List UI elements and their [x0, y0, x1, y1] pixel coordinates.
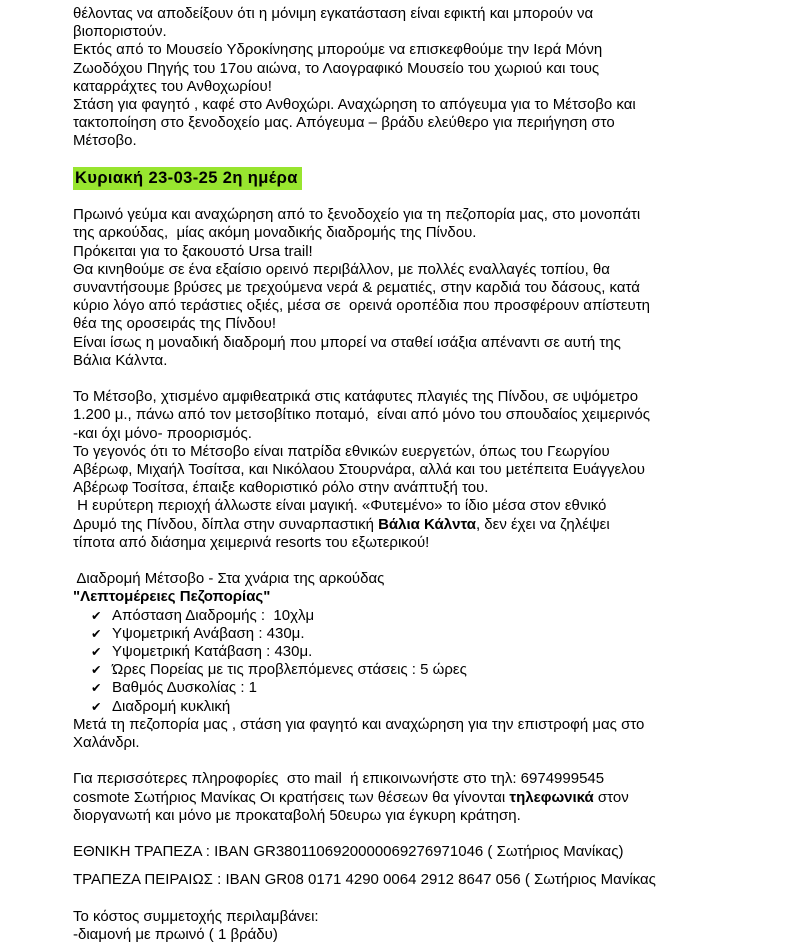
blank-line — [73, 370, 740, 388]
text-line: Υψομετρική Ανάβαση : 430μ. — [112, 624, 305, 642]
checklist-item — [73, 643, 740, 661]
paragraph — [73, 5, 740, 41]
text-line: Αβέρωφ Τοσίτσα, έπαιξε καθοριστικό ρόλο στην ανάπτυξή του. — [73, 479, 489, 497]
blank-line — [73, 752, 740, 770]
checkmark-icon: ✔ — [91, 681, 102, 696]
blank-line — [73, 552, 740, 570]
paragraph — [73, 871, 740, 889]
text-line: Χαλάνδρι. — [73, 734, 140, 752]
text-line: καταρράχτες του Ανθοχωρίου! — [73, 77, 272, 95]
paragraph — [73, 443, 740, 498]
text-line: κύριο λόγο από τεράστιες οξιές, μέσα σε ορεινά οροπέδια που προσφέρουν απίστευτη — [73, 297, 650, 315]
paragraph — [73, 334, 740, 370]
text-line: τίποτα από διάσημα χειμερινά resorts του εξωτερικού! — [73, 533, 430, 551]
paragraph — [73, 843, 740, 861]
paragraph — [73, 96, 740, 151]
checkmark-icon: ✔ — [91, 663, 102, 678]
document-body — [73, 5, 740, 943]
checkmark-icon: ✔ — [91, 626, 102, 641]
day-heading — [73, 169, 740, 188]
paragraph — [73, 588, 740, 606]
blank-line — [73, 825, 740, 843]
paragraph — [73, 926, 740, 943]
text-line: "Λεπτομέρειες Πεζοπορίας" — [73, 588, 271, 606]
blank-line — [73, 890, 740, 908]
text-line: Θα κινηθούμε σε ένα εξαίσιο ορεινό περιβάλλον, με πολλές εναλλαγές τοπίου, θα — [73, 260, 610, 278]
text-line: ΕΘΝΙΚΗ ΤΡΑΠΕΖΑ : IBAN GR3801106920000069276971046 ( Σωτήριος Μανίκας) — [73, 843, 624, 861]
checkmark-icon: ✔ — [91, 645, 102, 660]
text-line: 1.200 μ., πάνω από τον μετσοβίτικο ποταμό, είναι από μόνο του σπουδαίος χειμερινός — [73, 406, 650, 424]
text-line: Βάλια Κάλντα. — [73, 351, 168, 369]
checklist-item — [73, 607, 740, 625]
paragraph — [73, 497, 740, 552]
text-line: διοργανωτή και μόνο με προκαταβολή 50ευρω για έγκυρη κράτηση. — [73, 806, 521, 824]
text-line: Αβέρωφ, Μιχαήλ Τοσίτσα, και Νικόλαου Στουρνάρα, αλλά και του μετέπειτα Ευάγγελου — [73, 461, 645, 479]
paragraph — [73, 388, 740, 443]
paragraph — [73, 716, 740, 752]
paragraph — [73, 261, 740, 334]
text-line: cosmote Σωτήριος Μανίκας Οι κρατήσεις των θέσεων θα γίνονται τηλεφωνικά στον — [73, 788, 629, 806]
text-line: Μετά τη πεζοπορία μας , στάση για φαγητό και αναχώρηση για την επιστροφή μας στο — [73, 715, 645, 733]
text-line: τακτοποίηση στο ξενοδοχείο μας. Απόγευμα – βράδυ ελεύθερο για περιήγηση στο — [73, 114, 615, 132]
blank-line — [73, 188, 740, 206]
text-line: συναντήσουμε βρύσες με τρεχούμενα νερά & ρεματιές, στην καρδιά του δάσους, κατά — [73, 279, 640, 297]
checklist-item — [73, 679, 740, 697]
checkmark-icon: ✔ — [91, 608, 102, 623]
text-line: -και όχι μόνο- προορισμός. — [73, 424, 252, 442]
text-line: βιοποριστούν. — [73, 23, 167, 41]
text-line: θέα της οροσειράς της Πίνδου! — [73, 315, 277, 333]
text-line: -διαμονή με πρωινό ( 1 βράδυ) — [73, 926, 278, 943]
paragraph — [73, 243, 740, 261]
text-line: Το κόστος συμμετοχής περιλαμβάνει: — [73, 907, 319, 925]
text-line: Ώρες Πορείας με τις προβλεπόμενες στάσεις : 5 ώρες — [112, 661, 467, 679]
paragraph — [73, 570, 740, 588]
text-line: Πρόκειται για το ξακουστό Ursa trail! — [73, 242, 313, 260]
text-line: ΤΡΑΠΕΖΑ ΠΕΙΡΑΙΩΣ : IBAN GR08 0171 4290 0064 2912 8647 056 ( Σωτήριος Μανίκας — [73, 871, 656, 889]
text-line: Το Μέτσοβο, χτισμένο αμφιθεατρικά στις κατάφυτες πλαγιές της Πίνδου, σε υψόμετρο — [73, 388, 639, 406]
paragraph — [73, 770, 740, 825]
text-line: Πρωινό γεύμα και αναχώρηση από το ξενοδοχείο για τη πεζοπορία μας, στο μονοπάτι — [73, 206, 641, 224]
checklist-item — [73, 661, 740, 679]
text-line: Βαθμός Δυσκολίας : 1 — [112, 679, 258, 697]
paragraph — [73, 41, 740, 96]
highlighted-heading-text: Κυριακή 23-03-25 2η ημέρα — [73, 167, 302, 190]
checklist-item — [73, 698, 740, 716]
text-line: Το γεγονός ότι το Μέτσοβο είναι πατρίδα εθνικών ευεργετών, όπως του Γεωργίου — [73, 442, 610, 460]
checklist-item — [73, 625, 740, 643]
text-line: Ζωοδόχου Πηγής του 17ου αιώνα, το Λαογραφικό Μουσείο του χωριού και τους — [73, 59, 600, 77]
paragraph — [73, 206, 740, 242]
text-line: Υψομετρική Κατάβαση : 430μ. — [112, 643, 313, 661]
text-line: της αρκούδας, μίας ακόμη μοναδικής διαδρομής της Πίνδου. — [73, 224, 477, 242]
text-line: θέλοντας να αποδείξουν ότι η μόνιμη εγκατάσταση είναι εφικτή και μπορούν να — [73, 5, 594, 22]
text-line: Μέτσοβο. — [73, 132, 137, 150]
text-line: Εκτός από το Μουσείο Υδροκίνησης μπορούμε να επισκεφθούμε την Ιερά Μόνη — [73, 41, 603, 59]
text-line: Είναι ίσως η μοναδική διαδρομή που μπορεί να σταθεί ισάξια απέναντι σε αυτή της — [73, 333, 621, 351]
text-line: Δρυμό της Πίνδου, δίπλα στην συναρπαστική Βάλια Κάλντα, δεν έχει να ζηλέψει — [73, 515, 610, 533]
text-line: Στάση για φαγητό , καφέ στο Ανθοχώρι. Αναχώρηση το απόγευμα για το Μέτσοβο και — [73, 96, 636, 114]
paragraph — [73, 908, 740, 926]
text-line — [73, 169, 740, 188]
text-line: Απόσταση Διαδρομής : 10χλμ — [112, 606, 315, 624]
checkmark-icon: ✔ — [91, 699, 102, 714]
text-line: Για περισσότερες πληροφορίες στο mail ή επικοινωνήστε στο τηλ: 6974999545 — [73, 770, 605, 788]
text-line: Διαδρομή Μέτσοβο - Στα χνάρια της αρκούδας — [73, 570, 385, 588]
text-line: Η ευρύτερη περιοχή άλλωστε είναι μαγική. «Φυτεμένο» το ίδιο μέσα στον εθνικό — [73, 497, 607, 515]
text-line: Διαδρομή κυκλική — [112, 697, 231, 715]
